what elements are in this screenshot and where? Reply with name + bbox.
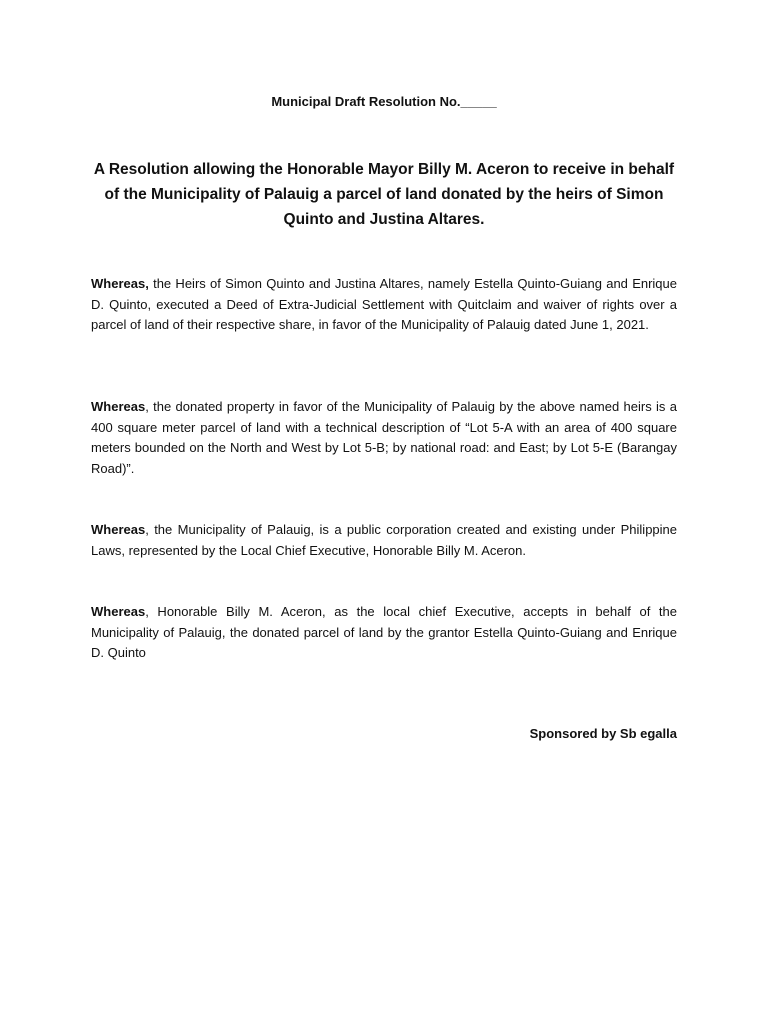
sponsor-line: Sponsored by Sb egalla: [529, 726, 677, 741]
resolution-number-header: Municipal Draft Resolution No._____: [271, 94, 497, 109]
whereas-paragraph-2: [91, 397, 677, 479]
whereas-paragraph-1: [91, 274, 677, 336]
whereas-body: the Heirs of Simon Quinto and Justina Altares, namely Estella Quinto-Guiang and Enrique D. Quinto, executed a Deed of Extra-Judicial Settlement with Quitclaim and waiver of rights over a parcel of land of their respective share, in favor of the Municipality of Palauig dated June 1, 2021.: [91, 276, 677, 332]
whereas-lead: Whereas: [91, 399, 146, 414]
whereas-lead: Whereas: [91, 604, 146, 619]
whereas-body: , Honorable Billy M. Aceron, as the local chief Executive, accepts in behalf of the Municipality of Palauig, the donated parcel of land by the grantor Estella Quinto-Guiang and Enrique D. Quinto: [91, 604, 677, 660]
whereas-body: , the donated property in favor of the Municipality of Palauig by the above named heirs is a 400 square meter parcel of land with a technical description of “Lot 5-A with an area of 400 square meters bounded on the North and West by Lot 5-B; by national road: and East; by Lot 5-E (Barangay Road)”.: [91, 399, 677, 476]
whereas-paragraph-3: [91, 520, 677, 561]
whereas-body: , the Municipality of Palauig, is a public corporation created and existing under Philippine Laws, represented by the Local Chief Executive, Honorable Billy M. Aceron.: [91, 522, 677, 558]
whereas-lead: Whereas: [91, 522, 146, 537]
resolution-title: A Resolution allowing the Honorable Mayor Billy M. Aceron to receive in behalf of the Municipality of Palauig a parcel of land donated by the heirs of Simon Quinto and Justina Altares.: [93, 161, 675, 228]
whereas-lead: Whereas,: [91, 276, 149, 291]
whereas-paragraph-4: [91, 602, 677, 664]
